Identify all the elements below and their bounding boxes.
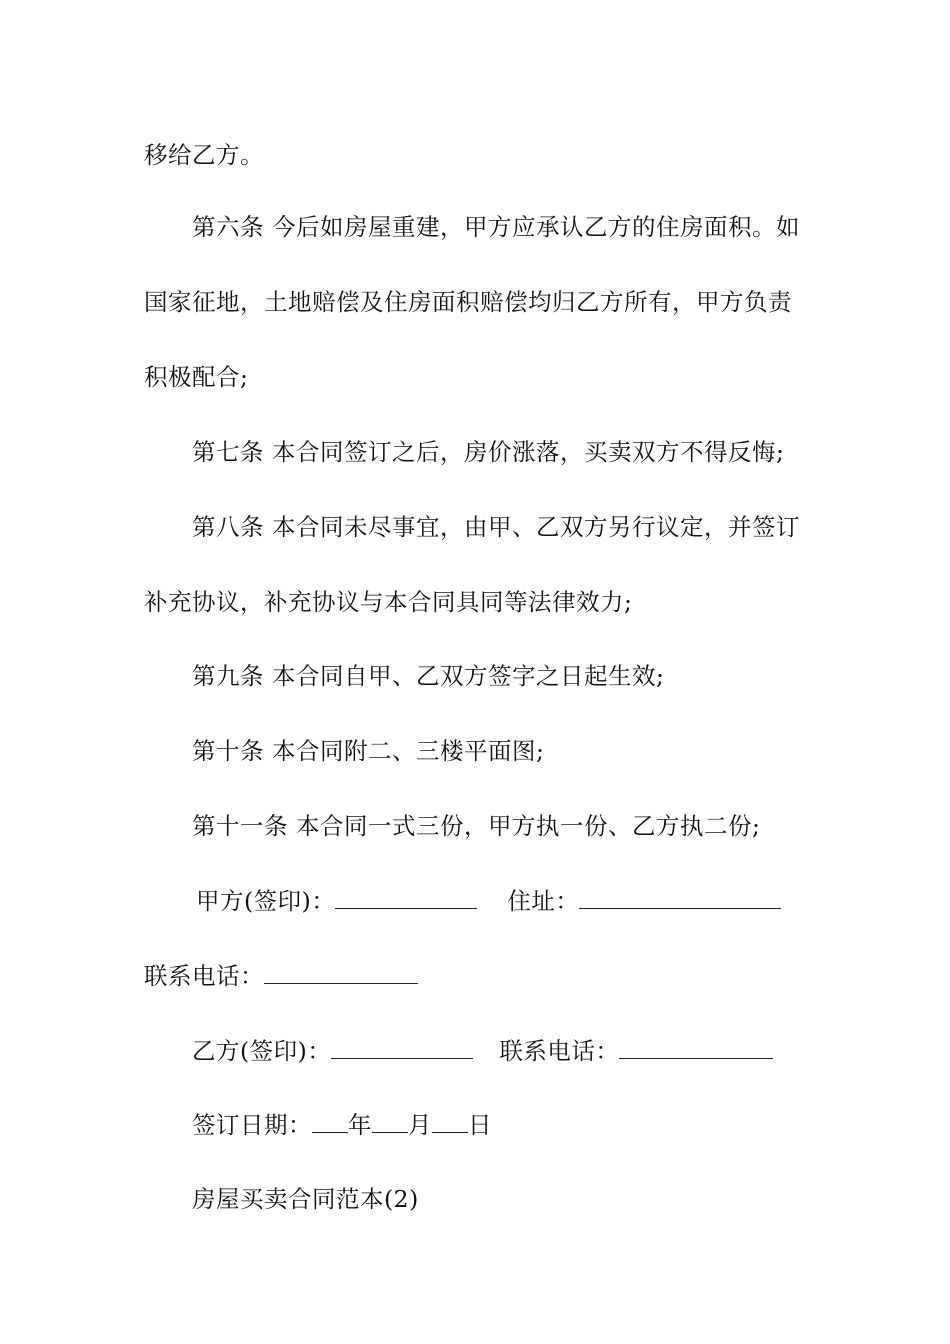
- party-a-address-label: 住址：: [507, 887, 580, 915]
- article-6-line-2: 国家征地，土地赔偿及住房面积赔偿均归乙方所有，甲方负责: [144, 288, 792, 316]
- sign-year-label: 年: [348, 1111, 372, 1139]
- party-a-phone-field[interactable]: [264, 961, 418, 984]
- article-11: 第十一条 本合同一式三份，甲方执一份、乙方执二份;: [192, 812, 761, 840]
- text-line: 移给乙方。: [144, 141, 264, 169]
- sign-month-label: 月: [408, 1111, 432, 1139]
- article-9: 第九条 本合同自甲、乙双方签字之日起生效;: [192, 662, 665, 690]
- party-a-sign-label: 甲方(签印)：: [196, 887, 336, 915]
- article-6-line-1: 第六条 今后如房屋重建，甲方应承认乙方的住房面积。如: [192, 213, 800, 241]
- sign-month-field[interactable]: [372, 1110, 408, 1133]
- party-b-phone-label: 联系电话：: [499, 1037, 620, 1065]
- party-a-phone-label: 联系电话：: [144, 962, 264, 990]
- sign-date-label: 签订日期：: [192, 1111, 312, 1139]
- party-b-sign-field[interactable]: [331, 1036, 473, 1059]
- party-a-phone-row: [144, 961, 418, 991]
- article-7: 第七条 本合同签订之后，房价涨落，买卖双方不得反悔;: [192, 438, 785, 466]
- article-8-line-1: 第八条 本合同未尽事宜，由甲、乙双方另行议定，并签订: [192, 513, 800, 541]
- party-a-address-field[interactable]: [579, 886, 781, 909]
- sign-date-row: [192, 1110, 492, 1140]
- article-8-line-2: 补充协议，补充协议与本合同具同等法律效力;: [144, 588, 633, 616]
- party-a-sign-field[interactable]: [335, 886, 477, 909]
- sign-day-label: 日: [468, 1111, 492, 1139]
- party-b-signature-row: [192, 1036, 773, 1066]
- party-a-signature-row: [196, 886, 781, 916]
- sign-year-field[interactable]: [312, 1110, 348, 1133]
- sign-day-field[interactable]: [432, 1110, 468, 1133]
- article-10: 第十条 本合同附二、三楼平面图;: [192, 737, 545, 765]
- party-b-phone-field[interactable]: [619, 1036, 773, 1059]
- article-6-line-3: 积极配合;: [144, 363, 249, 391]
- next-section-title: 房屋买卖合同范本(2): [192, 1185, 419, 1213]
- party-b-sign-label: 乙方(签印)：: [192, 1037, 332, 1065]
